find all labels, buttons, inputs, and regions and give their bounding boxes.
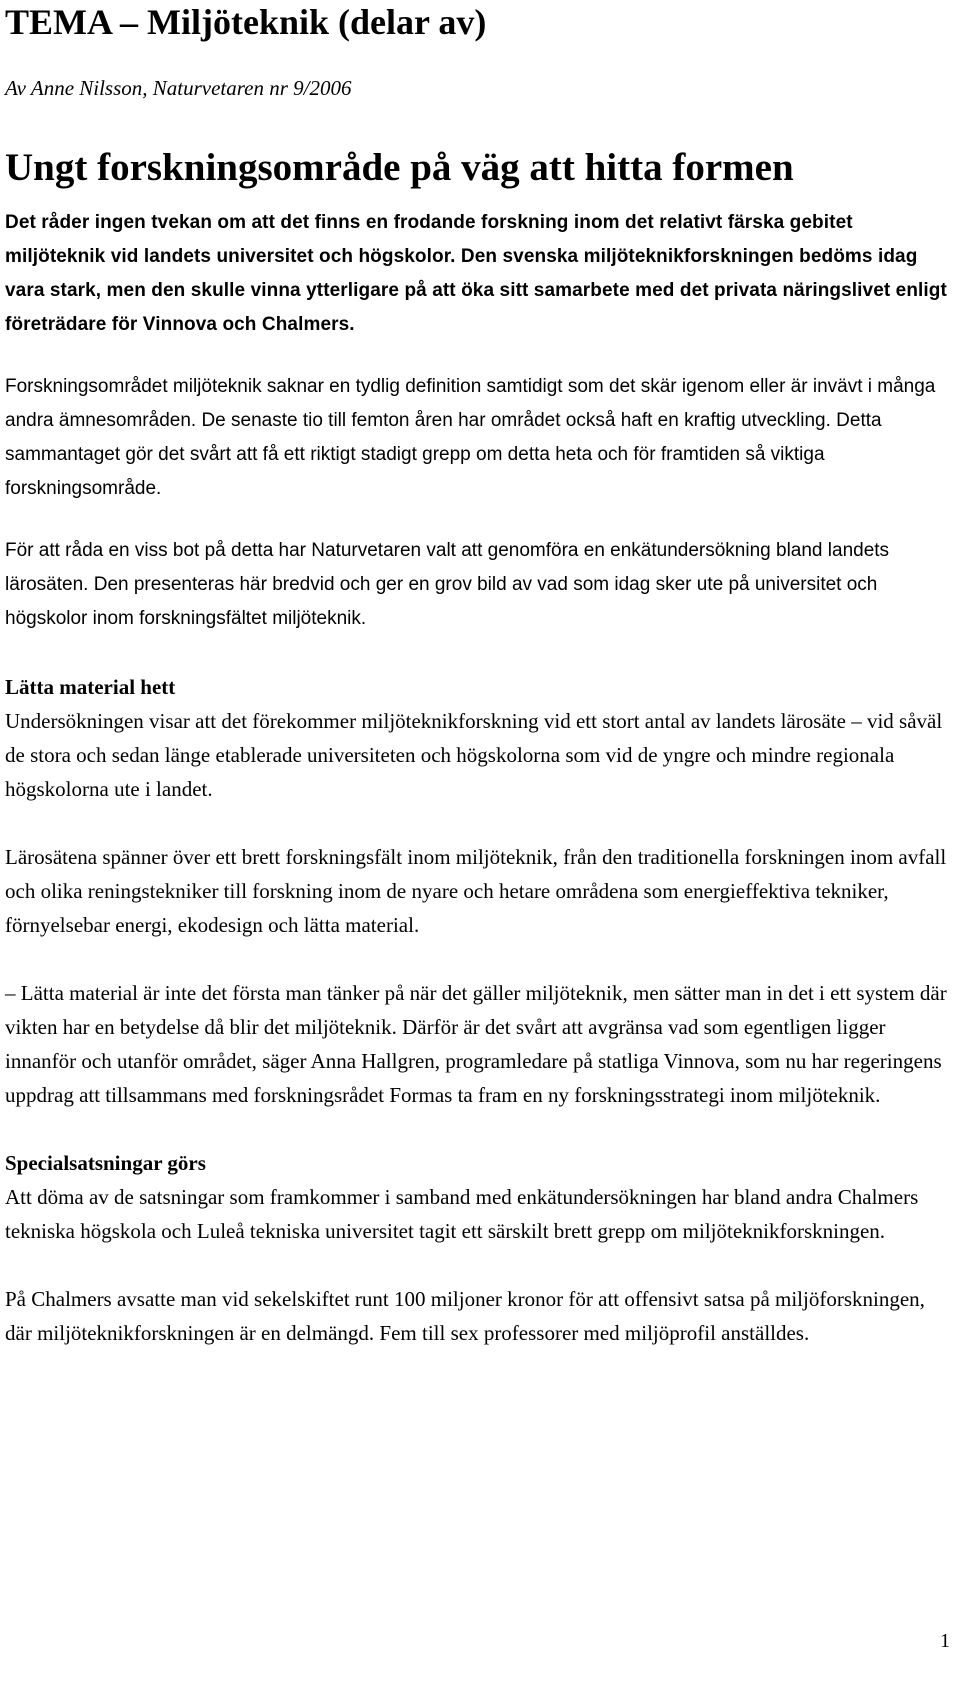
page-number: 1 [940,1630,950,1652]
intro-paragraph-2: För att råda en viss bot på detta har Naturvetaren valt att genomföra en enkätundersökning bland landets lärosäten. Den presenteras här bredvid och ger en grov bild av vad som idag sker ute på universitet och högskolor inom forskningsfältet miljöteknik. [5,540,890,629]
byline: Av Anne Nilsson, Naturvetaren nr 9/2006 [5,76,352,100]
section2-paragraph-1: Att döma av de satsningar som framkommer i samband med enkätundersökningen har bland andra Chalmers tekniska högskola och Luleå tekniska universitet tagit ett särskilt brett grepp om miljöteknikforskningen. [5,1185,919,1243]
section-title: TEMA – Miljöteknik (delar av) [5,2,487,42]
section-heading-specialsatsningar: Specialsatsningar görs [5,1151,206,1175]
document-page [5,0,953,1350]
headline: Ungt forskningsområde på väg att hitta formen [5,146,794,189]
ingress: Det råder ingen tvekan om att det finns en frodande forskning inom det relativt färska gebitet miljöteknik vid landets universitet och högskolor. Den svenska miljöteknikforskningen bedöms idag vara stark, men den skulle vinna ytterligare på att öka sitt samarbete med det privata näringslivet enligt företrädare för Vinnova och Chalmers. [5,212,947,335]
section2-paragraph-2: På Chalmers avsatte man vid sekelskiftet runt 100 miljoner kronor för att offensivt satsa på miljöforskningen, där miljöteknikforskningen är en delmängd. Fem till sex professorer med miljöprofil anställdes. [5,1287,925,1345]
intro-paragraph-1: Forskningsområdet miljöteknik saknar en tydlig definition samtidigt som det skär igenom eller är invävt i många andra ämnesområden. De senaste tio till femton åren har området också haft en kraftig utveckling. Detta sammantaget gör det svårt att få ett riktigt stadigt grepp om detta heta och för framtiden så viktiga forskningsområde. [5,376,936,499]
section-heading-latta-material: Lätta material hett [5,675,176,699]
section1-paragraph-3: – Lätta material är inte det första man tänker på när det gäller miljöteknik, men sätter man in det i ett system där vikten har en betydelse då blir det miljöteknik. Därför är det svårt att avgränsa vad som egentligen ligger innanför och utanför området, säger Anna Hallgren, programledare på statliga Vinnova, som nu har regeringens uppdrag att tillsammans med forskningsrådet Formas ta fram en ny forskningsstrategi inom miljöteknik. [5,981,947,1107]
section1-paragraph-2: Lärosätena spänner över ett brett forskningsfält inom miljöteknik, från den traditionella forskningen inom avfall och olika reningstekniker till forskning inom de nyare och hetare områdena som energieffektiva tekniker, förnyelsebar energi, ekodesign och lätta material. [5,845,947,937]
section1-paragraph-1: Undersökningen visar att det förekommer miljöteknikforskning vid ett stort antal av landets lärosäte – vid såväl de stora och sedan länge etablerade universiteten och högskolorna som vid de yngre och mindre regionala högskolorna ute i landet. [5,709,943,801]
